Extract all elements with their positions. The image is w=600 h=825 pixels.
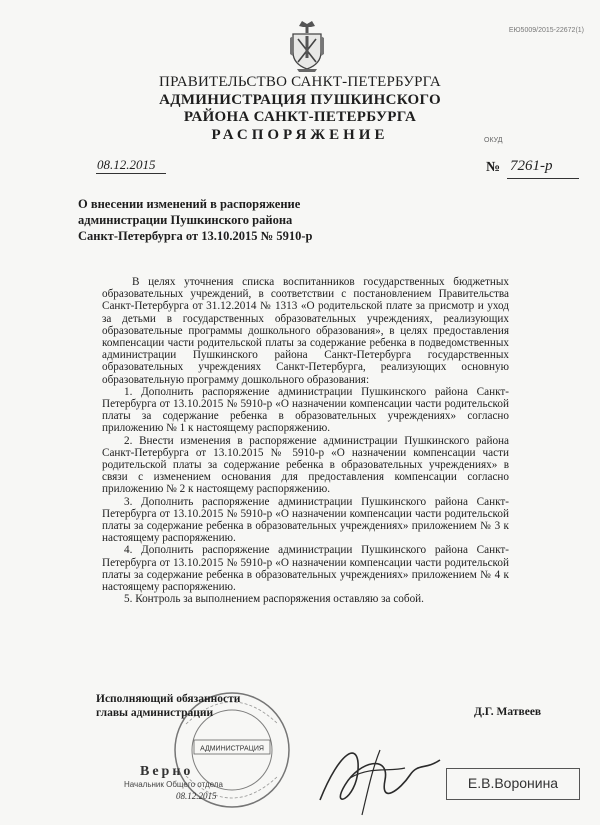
order-item: 4. Дополнить распоряжение администрации Пушкинского района Санкт-Петербурга от 13.10.2015 № 5910-р «О назначении компенсации части родительской платы за содержание ребенка в образовательных учреждениях» приложением № 4 к настоящему распоряжению. xyxy=(102,544,509,594)
intro-paragraph: В целях уточнения списка воспитанников государственных бюджетных образовательных учреждений, в соответствии с постановлением Правительства Санкт-Петербурга от 31.12.2014 № 1313 «О родительской плате за присмотр и уход за детьми в государственных образовательных учреждениях, реализующих образовательные программы дошкольного образования», в целях предоставления компенсации части родительской платы за содержание ребенка в подведомственных администрации Пушкинского района Санкт-Петербурга государственных образовательных учреждениях Санкт-Петербурга, реализующих основную образовательную программу дошкольного образования: xyxy=(102,276,509,386)
coat-of-arms-icon xyxy=(289,18,325,74)
document-title: РАСПОРЯЖЕНИЕ xyxy=(211,127,389,143)
document-date: 08.12.2015 xyxy=(97,157,156,172)
handwritten-signature xyxy=(300,730,465,820)
verified-by-title: Начальник Общего отдела xyxy=(124,780,223,789)
document-registration-number: ЕЮ5009/2015-22672(1) xyxy=(508,27,584,34)
verified-label: Верно xyxy=(140,764,194,779)
government-name: ПРАВИТЕЛЬСТВО САНКТ-ПЕТЕРБУРГА xyxy=(159,74,441,90)
subject-line: администрации Пушкинского района xyxy=(78,213,293,227)
signer-name: Д.Г. Матвеев xyxy=(474,706,542,718)
signer-title-line2: главы администрации xyxy=(96,707,214,719)
document-subject xyxy=(78,196,338,244)
order-item: 3. Дополнить распоряжение администрации Пушкинского района Санкт-Петербурга от 13.10.2015 № 5910-р «О назначении компенсации части родительской платы за содержание ребенка в образовательных учреждениях» приложением № 3 к настоящему распоряжению. xyxy=(102,495,509,545)
subject-line: О внесении изменений в распоряжение xyxy=(78,197,301,211)
order-item: 5. Контроль за выполнением распоряжения оставляю за собой. xyxy=(124,593,424,606)
order-item: 2. Внести изменения в распоряжение администрации Пушкинского района Санкт-Петербурга от 13.10.2015 № 5910-р «О назначении компенсации части родительской платы за содержание ребенка в образовательных учреждениях» в связи с изменением основания для предоставления компенсации согласно приложению № 2 к настоящему распоряжению. xyxy=(102,434,509,496)
verifier-name-stamp: Е.В.Воронина xyxy=(446,768,580,800)
signer-title-line1: Исполняющий обязанности xyxy=(96,693,241,705)
document-body xyxy=(102,276,509,605)
order-item: 1. Дополнить распоряжение администрации Пушкинского района Санкт-Петербурга от 13.10.2015 № 5910-р «О назначении компенсации части родительской платы за содержание ребенка в образовательных учреждениях» согласно приложению № 1 к настоящему распоряжению. xyxy=(102,385,509,435)
stamp-label: АДМИНИСТРАЦИЯ xyxy=(200,745,264,753)
subject-line: Санкт-Петербурга от 13.10.2015 № 5910-р xyxy=(78,229,313,243)
okud-label: ОКУД xyxy=(484,137,503,144)
verified-date: 08.12.2015 xyxy=(176,791,217,801)
administration-name-line2: РАЙОНА САНКТ-ПЕТЕРБУРГА xyxy=(183,109,417,125)
number-label: № xyxy=(486,160,501,175)
number-underline xyxy=(507,178,579,179)
document-number: 7261-р xyxy=(510,158,553,174)
date-underline xyxy=(96,173,166,174)
administration-name-line1: АДМИНИСТРАЦИЯ ПУШКИНСКОГО xyxy=(159,92,441,108)
